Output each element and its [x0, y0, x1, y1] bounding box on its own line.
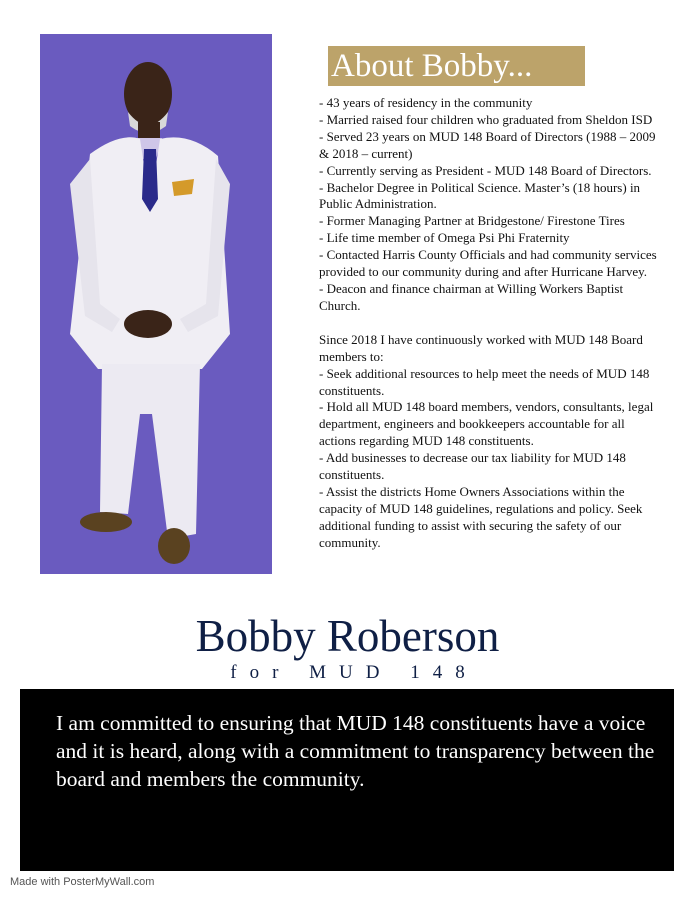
bio-item: - 43 years of residency in the community [319, 95, 533, 110]
spacer [319, 315, 659, 332]
candidate-figure [40, 34, 272, 574]
bio-item: - Life time member of Omega Psi Phi Fraternity [319, 230, 570, 246]
candidate-name: Bobby Roberson [195, 611, 500, 661]
candidate-subtitle: for MUD 148 [230, 662, 478, 683]
statement-box [20, 689, 674, 871]
candidate-photo [40, 34, 272, 574]
goal-item: - Hold all MUD 148 board members, vendors, consultants, legal department, engineers and bookkeepers accountable for all actions regarding MUD 148 constituents. [319, 399, 654, 449]
bio-item: - Deacon and finance chairman at Willing Workers Baptist Church. [319, 280, 624, 313]
bio-item: - Bachelor Degree in Political Science. Master’s (18 hours) in Public Administration. [319, 179, 641, 212]
about-title: About Bobby... [328, 46, 585, 86]
bio-item: - Former Managing Partner at Bridgestone/ Firestone Tires [319, 213, 625, 229]
bio-intro: Since 2018 I have continuously worked with MUD 148 Board members to: [319, 331, 643, 364]
bio-section [319, 95, 659, 552]
bio-item: - Contacted Harris County Officials and had community services provided to our community during and after Hurricane Harvey. [319, 247, 657, 280]
goal-item: - Seek additional resources to help meet the needs of MUD 148 constituents. [319, 365, 650, 398]
bio-item: - Currently serving as President - MUD 148 Board of Directors. [319, 162, 652, 178]
commitment-statement: I am committed to ensuring that MUD 148 constituents have a voice and it is heard, along with a commitment to transparency between the board and members the community. [56, 711, 655, 791]
goal-item: - Assist the districts Home Owners Associations within the capacity of MUD 148 guidelines, regulations and policy. Seek additional funding to assist with securing the safety of our community. [319, 483, 643, 550]
bio-item: - Married raised four children who graduated from Sheldon ISD [319, 111, 653, 127]
footer-credit: Made with PosterMyWall.com [10, 876, 155, 888]
goal-item: - Add businesses to decrease our tax liability for MUD 148 constituents. [319, 450, 626, 483]
bio-item: - Served 23 years on MUD 148 Board of Directors (1988 – 2009 & 2018 – current) [319, 128, 656, 161]
